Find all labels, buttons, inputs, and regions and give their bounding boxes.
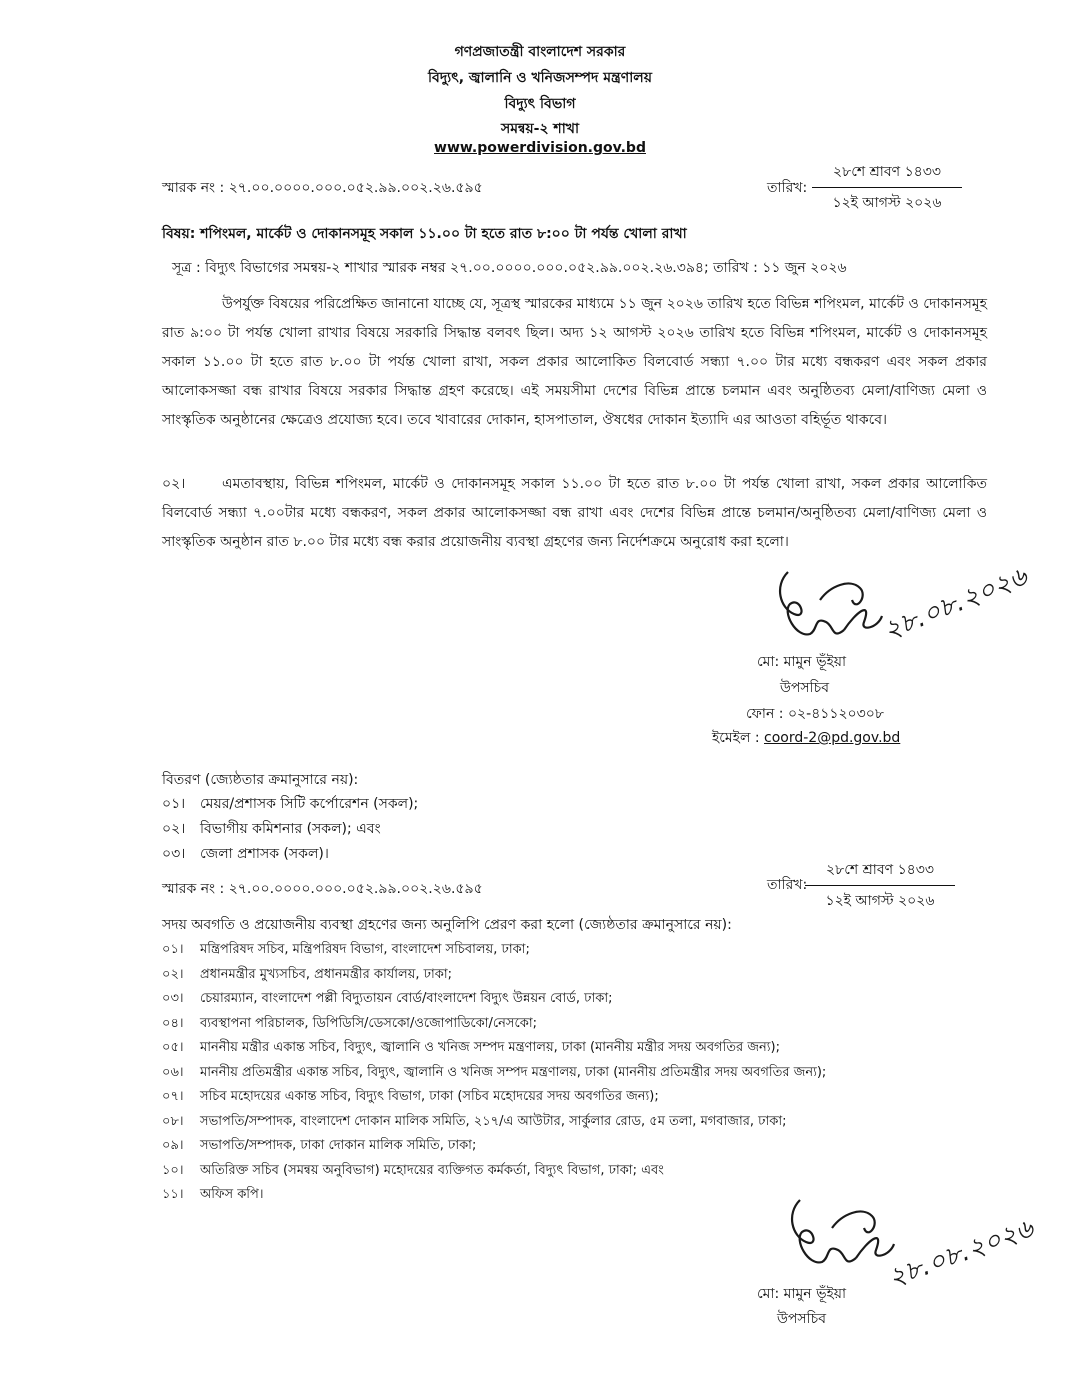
memo-date-label: তারিখ: (767, 180, 808, 196)
header-govt: গণপ্রজাতন্ত্রী বাংলাদেশ সরকার (454, 44, 626, 60)
copy-intro: সদয় অবগতি ও প্রয়োজনীয় ব্যবস্থা গ্রহণের জন্য অনুলিপি প্রেরণ করা হলো (জ্যেষ্ঠতার ক্রমানুসারে নয়): (162, 917, 732, 933)
copy-item: ১১। অফিস কপি। (162, 1187, 264, 1202)
subject-line (162, 222, 687, 246)
memo-ref-label: স্মারক নং : (162, 881, 225, 897)
source-line (172, 256, 847, 280)
header-ministry: বিদ্যুৎ, জ্বালানি ও খনিজসম্পদ মন্ত্রণালয় (428, 70, 652, 86)
signatory-designation: উপসচিব (780, 680, 830, 696)
memo-ref-number: ২৭.০০.০০০০.০০০.০৫২.৯৯.০০২.২৬.৫৯৫ (228, 881, 483, 897)
copy-item: ০১। মন্ত্রিপরিষদ সচিব, মন্ত্রিপরিষদ বিভাগ, বাংলাদেশ সচিবালয়, ঢাকা; (162, 942, 530, 957)
copy-item: ১০। অতিরিক্ত সচিব (সমন্বয় অনুবিভাগ) মহোদয়ের ব্যক্তিগত কর্মকর্তা, বিদ্যুৎ বিভাগ, ঢাকা; এবং (162, 1162, 664, 1178)
memo-date-bangla: ২৮শে শ্রাবণ ১৪৩৩ (805, 858, 955, 886)
copy-item: ০৫। মাননীয় মন্ত্রীর একান্ত সচিব, বিদ্যুৎ, জ্বালানি ও খনিজ সম্পদ মন্ত্রণালয়, ঢাকা (মাননীয় মন্ত্রীর সদয় অবগতির জন্য); (162, 1040, 780, 1055)
distribution-item: ০২। বিভাগীয় কমিশনার (সকল); এবং (162, 821, 381, 837)
memo-date (812, 160, 962, 215)
memo-ref-number: ২৭.০০.০০০০.০০০.০৫২.৯৯.০০২.২৬.৫৯৫ (228, 180, 483, 196)
distribution-title: বিতরণ (জ্যেষ্ঠতার ক্রমানুসারে নয়): (162, 772, 359, 788)
copy-item: ০৭। সচিব মহোদয়ের একান্ত সচিব, বিদ্যুৎ বিভাগ, ঢাকা (সচিব মহোদয়ের সদয় অবগতির জন্য); (162, 1089, 659, 1104)
source-text: বিদ্যুৎ বিভাগের সমন্বয়-২ শাখার স্মারক নম্বর ২৭.০০.০০০০.০০০.০৫২.৯৯.০০২.২৬.৩৯৪; তারিখ : ১১ জুন ২০২৬ (205, 260, 847, 276)
header-website-link[interactable]: www.powerdivision.gov.bd (434, 140, 646, 156)
body-paragraph-2 (162, 470, 987, 557)
subject-text: শপিংমল, মার্কেট ও দোকানসমূহ সকাল ১১.০০ টা হতে রাত ৮:০০ টা পর্যন্ত খোলা রাখা (200, 226, 687, 242)
memo-date-label: তারিখ: (767, 877, 808, 893)
memo-date-copy (805, 858, 955, 913)
copy-item: ০৬। মাননীয় প্রতিমন্ত্রীর একান্ত সচিব, বিদ্যুৎ, জ্বালানি ও খনিজ সম্পদ মন্ত্রণালয়, ঢাকা (মাননীয় প্রতিমন্ত্রীর সদয় অবগতির জন্য); (162, 1064, 827, 1080)
distribution-list (162, 792, 418, 867)
copy-item: ০৮। সভাপতি/সম্পাদক, বাংলাদেশ দোকান মালিক সমিতি, ২১৭/এ আউটার, সার্কুলার রোড, ৫ম তলা, মগবাজার, ঢাকা; (162, 1113, 787, 1129)
signatory-email-line (712, 726, 900, 750)
memo-date-bangla: ২৮শে শ্রাবণ ১৪৩৩ (812, 160, 962, 188)
body-paragraph-2-text: এমতাবস্থায়, বিভিন্ন শপিংমল, মার্কেট ও দোকানসমূহ সকাল ১১.০০ টা হতে রাত ৮.০০ টা পর্যন্ত খোলা রাখা, সকল প্রকার আলোকিত বিলবোর্ড সন্ধ্যা ৭.০০টার মধ্যে বন্ধকরণ, সকল প্রকার আলোকসজ্জা বন্ধ রাখা এবং দেশের বিভিন্ন প্রান্তে চলমান/অনুষ্ঠিতব্য মেলা/বাণিজ্য মেলা ও সাংস্কৃতিক অনুষ্ঠান রাত ৮.০০ টার মধ্যে বন্ধ করার প্রয়োজনীয় ব্যবস্থা গ্রহণের জন্য নির্দেশক্রমে অনুরোধ করা হলো। (162, 476, 987, 550)
header-section: সমন্বয়-২ শাখা (500, 121, 580, 137)
copy-item: ০২। প্রধানমন্ত্রীর মুখ্যসচিব, প্রধানমন্ত্রীর কার্যালয়, ঢাকা; (162, 966, 452, 982)
copy-item: ০৪। ব্যবস্থাপনা পরিচালক, ডিপিডিসি/ডেসকো/ওজোপাডিকো/নেসকো; (162, 1015, 537, 1031)
signatory-name-2: মো: মামুন ভূঁইয়া (757, 1286, 847, 1302)
distribution-item: ০১। মেয়র/প্রশাসক সিটি কর্পোরেশন (সকল); (162, 796, 419, 812)
body-paragraph-2-number: ০২। (162, 476, 186, 492)
signature-image (760, 560, 1032, 655)
subject-label: বিষয়: (162, 226, 196, 242)
signatory-email-link[interactable]: coord-2@pd.gov.bd (764, 730, 901, 746)
signatory-phone: ফোন : ০২-৪১১২০৩০৮ (746, 706, 884, 722)
source-label: সূত্র : (172, 260, 201, 276)
signature-date-2: ২৮.০৮.২০২৬ (884, 1213, 1038, 1294)
copy-item: ০৩। চেয়ারম্যান, বাংলাদেশ পল্লী বিদ্যুতায়ন বোর্ড/বাংলাদেশ বিদ্যুৎ উন্নয়ন বোর্ড, ঢাকা; (162, 991, 613, 1006)
memo-date-english: ১২ই আগস্ট ২০২৬ (832, 195, 942, 211)
header-division: বিদ্যুৎ বিভাগ (504, 96, 576, 112)
memo-ref (162, 176, 483, 200)
memo-date-english: ১২ই আগস্ট ২০২৬ (825, 893, 935, 909)
signature-image-2 (770, 1190, 1038, 1294)
body-paragraph-1: উপর্যুক্ত বিষয়ের পরিপ্রেক্ষিত জানানো যাচ্ছে যে, সূত্রস্থ স্মারকের মাধ্যমে ১১ জুন ২০২৬ তারিখ হতে বিভিন্ন শপিংমল, মার্কেট ও দোকানসমূহ রাত ৯:০০ টা পর্যন্ত খোলা রাখার বিষয়ে সরকারি সিদ্ধান্ত বলবৎ ছিল। অদ্য ১২ আগস্ট ২০২৬ তারিখ হতে বিভিন্ন শপিংমল, মার্কেট ও দোকানসমূহ সকাল ১১.০০ টা হতে রাত ৮.০০ টা পর্যন্ত খোলা রাখা, সকল প্রকার আলোকিত বিলবোর্ড সন্ধ্যা ৭.০০ টার মধ্যে বন্ধকরণ এবং সকল প্রকার আলোকসজ্জা বন্ধ রাখার বিষয়ে সরকার সিদ্ধান্ত গ্রহণ করেছে। এই সময়সীমা দেশের বিভিন্ন প্রান্তে চলমান এবং অনুষ্ঠিতব্য মেলা/বাণিজ্য মেলা ও সাংস্কৃতিক অনুষ্ঠানের ক্ষেত্রেও প্রযোজ্য হবে। তবে খাবারের দোকান, হাসপাতাল, ঔষধের দোকান ইত্যাদি এর আওতা বহির্ভূত থাকবে। (162, 296, 987, 428)
copy-item: ০৯। সভাপতি/সম্পাদক, ঢাকা দোকান মালিক সমিতি, ঢাকা; (162, 1138, 477, 1153)
copy-list (162, 938, 992, 1208)
distribution-item: ০৩। জেলা প্রশাসক (সকল)। (162, 846, 329, 862)
signature-date: ২৮.০৮.২০২৬ (879, 561, 1032, 647)
signatory-designation-2: উপসচিব (777, 1311, 827, 1327)
memo-ref-label: স্মারক নং : (162, 180, 225, 196)
memo-ref-copy (162, 877, 483, 901)
signatory-email-label: ইমেইল : (712, 730, 760, 746)
signatory-name: মো: মামুন ভূঁইয়া (757, 654, 847, 670)
